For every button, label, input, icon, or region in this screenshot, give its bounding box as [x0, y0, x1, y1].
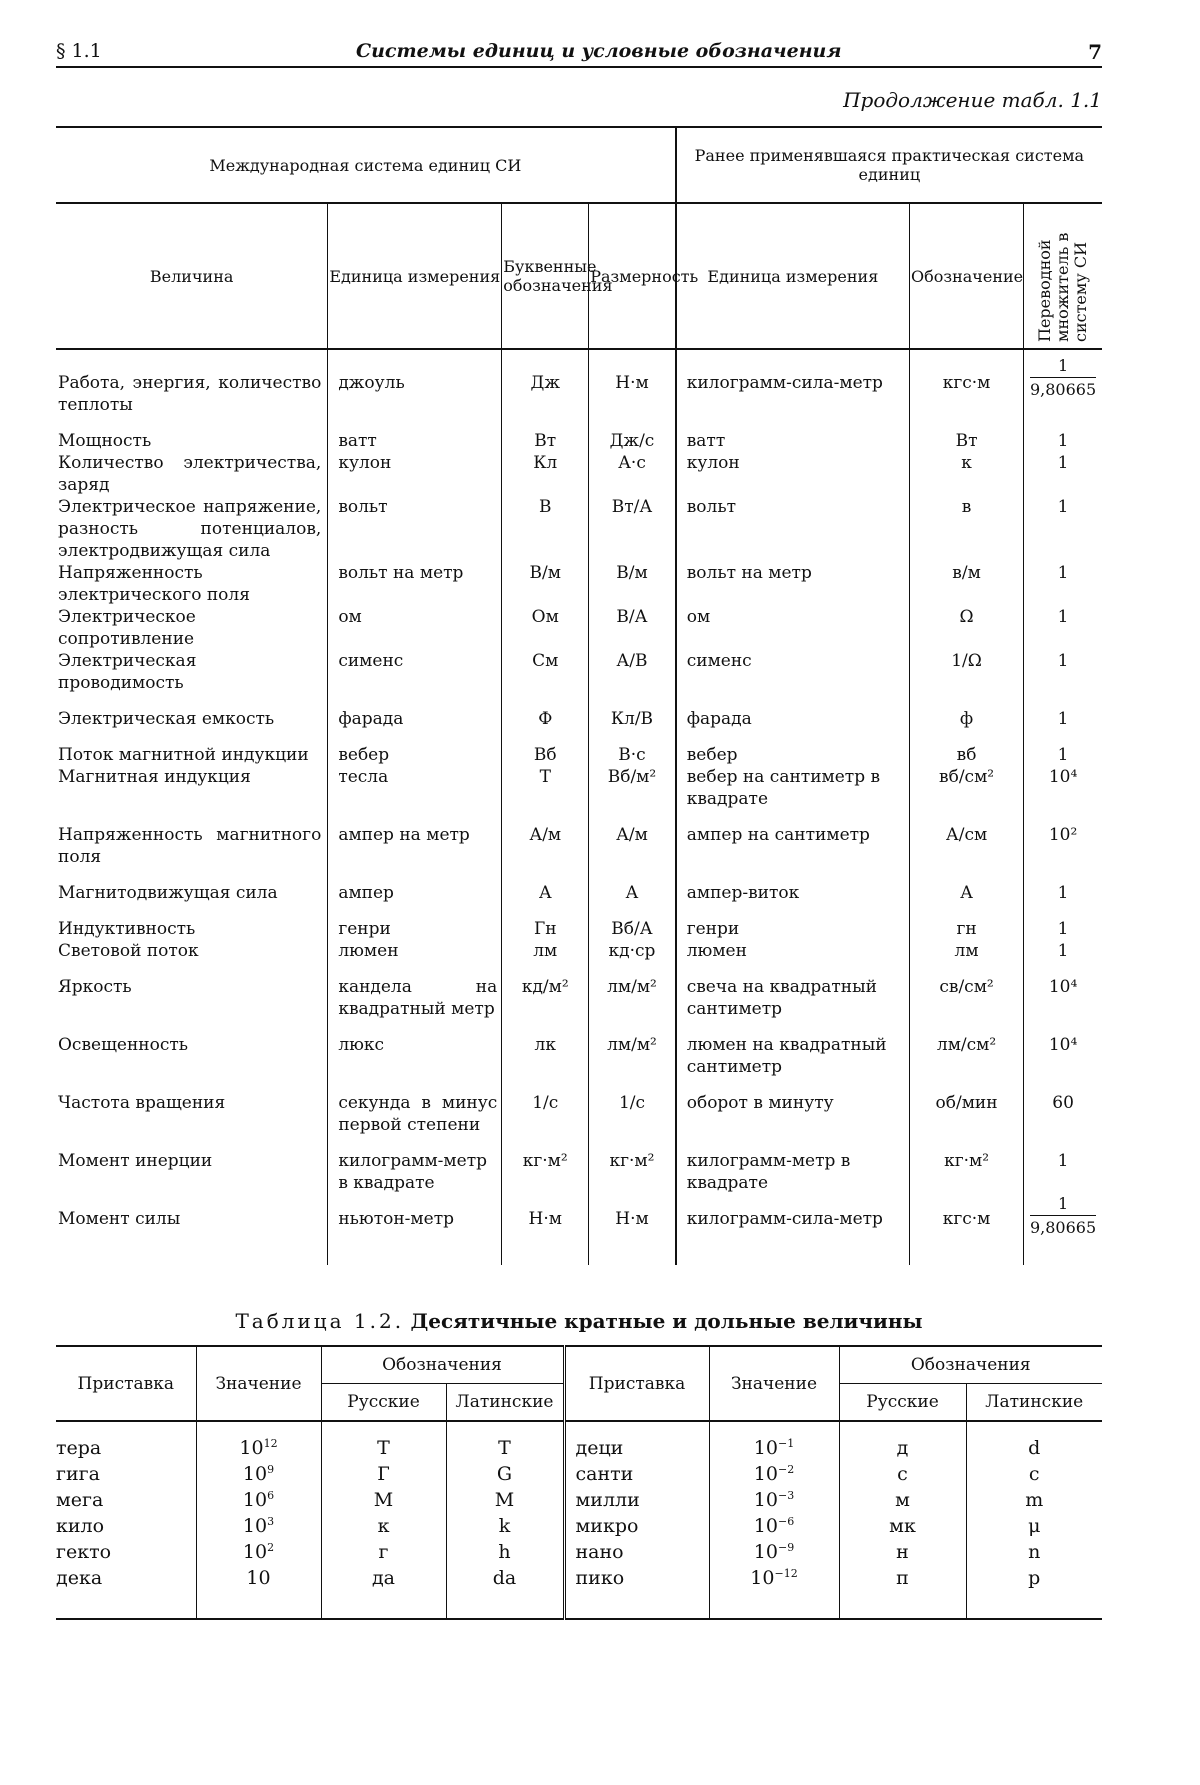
table-row — [56, 606, 1102, 650]
dimension-cell: А/м — [589, 810, 676, 868]
power-exponent: −3 — [777, 1489, 795, 1502]
power-base: 10 — [753, 1489, 778, 1511]
si-unit-cell: кандела на квадратный метр — [328, 962, 502, 1020]
prefix-cell: дека — [56, 1567, 103, 1589]
quantity-cell: Магнитодвижущая сила — [58, 883, 278, 903]
quantity-cell: Мощность — [58, 431, 152, 451]
power-exponent: −6 — [777, 1515, 795, 1528]
table-row — [56, 694, 1102, 730]
column-header-dimension: Размерность — [589, 203, 676, 349]
column-header-designations-2: Обозначения — [839, 1346, 1102, 1384]
quantity-cell: Момент силы — [58, 1209, 181, 1229]
power-base: 10 — [246, 1567, 271, 1589]
si-symbol-cell: Т — [502, 766, 589, 810]
value-cell — [709, 1487, 839, 1513]
table2-caption-label: Таблица 1.2. — [235, 1309, 405, 1333]
si-symbol-cell: кд/м² — [502, 962, 589, 1020]
dimension-cell: 1/с — [589, 1078, 676, 1136]
quantity-cell: Напряженность электрического поля — [58, 563, 250, 605]
document-page — [56, 38, 1102, 1620]
prefix-cell: милли — [564, 1487, 709, 1513]
table-row — [56, 1194, 1102, 1265]
conversion-factor-cell: 1 — [1024, 562, 1102, 606]
quantity-cell: Электрическое сопротивление — [58, 607, 196, 649]
si-unit-cell: секунда в минус первой степени — [328, 1078, 502, 1136]
dimension-cell: Вт/А — [589, 496, 676, 562]
old-symbol-cell: лм/см² — [909, 1020, 1023, 1078]
column-header-value: Значение — [196, 1346, 321, 1421]
units-table-body — [56, 349, 1102, 1265]
russian-symbol-cell: Т — [321, 1421, 446, 1461]
dimension-cell: Кл/В — [589, 694, 676, 730]
old-symbol-cell: вб — [909, 730, 1023, 766]
old-unit-cell: ом — [676, 606, 910, 650]
prefix-cell: гига — [56, 1463, 100, 1485]
page-number: 7 — [1088, 40, 1102, 64]
quantity-cell: Световой поток — [58, 941, 199, 961]
russian-symbol-cell: г — [321, 1539, 446, 1565]
old-symbol-cell: в/м — [909, 562, 1023, 606]
table-row — [56, 1539, 1102, 1565]
old-unit-cell: ампер на сантиметр — [676, 810, 910, 868]
table-row — [56, 904, 1102, 940]
quantity-cell: Освещенность — [58, 1035, 189, 1055]
quantity-cell: Магнитная индукция — [58, 767, 251, 787]
si-symbol-cell: Н·м — [502, 1194, 589, 1265]
old-unit-cell: килограмм-сила-метр — [676, 349, 910, 416]
table-row — [56, 1461, 1102, 1487]
dimension-cell: В/м — [589, 562, 676, 606]
old-symbol-cell: 1/Ω — [909, 650, 1023, 694]
conversion-factor-cell: 1 — [1024, 496, 1102, 562]
si-unit-cell: вебер — [328, 730, 502, 766]
fraction-numerator: 1 — [1057, 356, 1069, 375]
prefix-cell: микро — [564, 1513, 709, 1539]
power-base: 10 — [242, 1463, 268, 1485]
power-base: 10 — [753, 1437, 778, 1459]
table-row — [56, 349, 1102, 416]
si-symbol-cell: Дж — [502, 349, 589, 416]
group-header-old-system: Ранее применявшаяся практическая система единиц — [676, 127, 1102, 203]
table-row — [56, 1487, 1102, 1513]
dimension-cell: кд·ср — [589, 940, 676, 962]
table-row — [56, 650, 1102, 694]
table-row — [56, 868, 1102, 904]
prefix-cell: деци — [564, 1421, 709, 1461]
dimension-cell: В·с — [589, 730, 676, 766]
si-symbol-cell: Ф — [502, 694, 589, 730]
table-row — [56, 1421, 1102, 1461]
table-row — [56, 766, 1102, 810]
power-base: 10 — [242, 1489, 268, 1511]
column-header-prefix: Приставка — [56, 1346, 196, 1421]
old-symbol-cell: кг·м² — [909, 1136, 1023, 1194]
si-symbol-cell: лм — [502, 940, 589, 962]
table-row — [56, 730, 1102, 766]
conversion-factor-cell: 10⁴ — [1024, 1020, 1102, 1078]
units-table — [56, 126, 1102, 1265]
power-exponent: 6 — [267, 1489, 275, 1502]
si-unit-cell: сименс — [328, 650, 502, 694]
column-header-quantity: Величина — [56, 203, 328, 349]
column-header-latin-2: Латинские — [966, 1384, 1102, 1422]
table-row — [56, 810, 1102, 868]
si-unit-cell: ватт — [328, 416, 502, 452]
old-unit-cell: вебер на сантиметр в квадрате — [676, 766, 910, 810]
column-header-value-2: Значение — [709, 1346, 839, 1421]
dimension-cell: Н·м — [589, 349, 676, 416]
dimension-cell: В/А — [589, 606, 676, 650]
si-unit-cell: килограмм-метр в квадрате — [328, 1136, 502, 1194]
dimension-cell: лм/м² — [589, 962, 676, 1020]
table-row — [56, 1513, 1102, 1539]
latin-symbol-cell: d — [966, 1421, 1102, 1461]
latin-symbol-cell: c — [966, 1461, 1102, 1487]
si-unit-cell: вольт — [328, 496, 502, 562]
value-cell — [709, 1539, 839, 1565]
latin-symbol-cell: M — [446, 1487, 564, 1513]
running-title: Системы единиц и условные обозначения — [356, 40, 842, 62]
value-cell — [709, 1461, 839, 1487]
si-unit-cell: люкс — [328, 1020, 502, 1078]
quantity-cell: Индуктивность — [58, 919, 196, 939]
quantity-cell: Яркость — [58, 977, 132, 997]
conversion-factor-cell: 1 — [1024, 606, 1102, 650]
si-symbol-cell: 1/с — [502, 1078, 589, 1136]
column-header-old-symbol: Обозначение — [909, 203, 1023, 349]
old-unit-cell: вебер — [676, 730, 910, 766]
value-cell — [709, 1421, 839, 1461]
fraction-denominator: 9,80665 — [1030, 1215, 1096, 1237]
prefixes-table — [56, 1345, 1102, 1620]
power-exponent: 9 — [267, 1463, 275, 1476]
table-row — [56, 1078, 1102, 1136]
power-exponent: −1 — [777, 1437, 795, 1450]
si-unit-cell: фарада — [328, 694, 502, 730]
table2-caption-title: Десятичные кратные и дольные величины — [410, 1309, 923, 1333]
conversion-factor-label: Переводной множитель в систему СИ — [1035, 232, 1091, 342]
prefix-cell: гекто — [56, 1541, 112, 1563]
old-unit-cell: сименс — [676, 650, 910, 694]
latin-symbol-cell: G — [446, 1461, 564, 1487]
prefix-cell: пико — [564, 1565, 709, 1619]
fraction-denominator: 9,80665 — [1030, 377, 1096, 399]
russian-symbol-cell: Г — [321, 1461, 446, 1487]
prefix-cell: мега — [56, 1489, 104, 1511]
column-header-latin: Латинские — [446, 1384, 564, 1422]
dimension-cell: А/В — [589, 650, 676, 694]
quantity-cell: Электрическое напряжение, разность потенциалов, электродвижущая сила — [58, 497, 322, 561]
si-symbol-cell: См — [502, 650, 589, 694]
prefixes-table-body — [56, 1421, 1102, 1619]
conversion-factor-cell: 1 — [1024, 452, 1102, 496]
si-unit-cell: кулон — [328, 452, 502, 496]
value-cell — [196, 1565, 321, 1619]
si-symbol-cell: Гн — [502, 904, 589, 940]
table-continuation-label: Продолжение табл. 1.1 — [843, 88, 1102, 112]
si-symbol-cell: Вт — [502, 416, 589, 452]
power-base: 10 — [753, 1515, 778, 1537]
latin-symbol-cell: m — [966, 1487, 1102, 1513]
old-unit-cell: килограмм-метр в квадрате — [676, 1136, 910, 1194]
old-symbol-cell: кгс·м — [909, 349, 1023, 416]
dimension-cell: Вб/А — [589, 904, 676, 940]
latin-symbol-cell: k — [446, 1513, 564, 1539]
table-row — [56, 562, 1102, 606]
old-unit-cell: фарада — [676, 694, 910, 730]
power-exponent: 12 — [263, 1437, 278, 1450]
column-header-old-unit: Единица измерения — [676, 203, 910, 349]
old-unit-cell: свеча на квадратный сантиметр — [676, 962, 910, 1020]
old-symbol-cell: А/см — [909, 810, 1023, 868]
table-row — [56, 1020, 1102, 1078]
si-unit-cell: люмен — [328, 940, 502, 962]
conversion-factor-cell: 10⁴ — [1024, 766, 1102, 810]
running-header — [56, 38, 1102, 68]
si-symbol-cell: В — [502, 496, 589, 562]
old-unit-cell: ампер-виток — [676, 868, 910, 904]
table2-caption — [56, 1309, 1102, 1339]
table-row — [56, 452, 1102, 496]
table-row — [56, 416, 1102, 452]
table-row — [56, 496, 1102, 562]
dimension-cell: лм/м² — [589, 1020, 676, 1078]
russian-symbol-cell: д — [839, 1421, 966, 1461]
si-unit-cell: джоуль — [328, 349, 502, 416]
conversion-factor-cell: 1 — [1024, 1136, 1102, 1194]
old-symbol-cell: Вт — [909, 416, 1023, 452]
conversion-factor-cell: 1 — [1024, 868, 1102, 904]
prefix-cell: санти — [564, 1461, 709, 1487]
value-cell — [196, 1487, 321, 1513]
si-symbol-cell: А — [502, 868, 589, 904]
conversion-factor-cell — [1024, 349, 1102, 416]
power-base: 10 — [753, 1463, 778, 1485]
latin-symbol-cell: n — [966, 1539, 1102, 1565]
quantity-cell: Поток магнитной индукции — [58, 745, 309, 765]
old-symbol-cell: гн — [909, 904, 1023, 940]
latin-symbol-cell: μ — [966, 1513, 1102, 1539]
value-cell — [709, 1513, 839, 1539]
fraction — [1030, 1194, 1096, 1237]
dimension-cell: А·с — [589, 452, 676, 496]
si-unit-cell: ом — [328, 606, 502, 650]
conversion-factor-cell: 1 — [1024, 694, 1102, 730]
fraction-numerator: 1 — [1057, 1194, 1069, 1213]
si-unit-cell: тесла — [328, 766, 502, 810]
old-symbol-cell: Ω — [909, 606, 1023, 650]
column-header-conversion-factor — [1024, 203, 1102, 349]
quantity-cell: Количество электричества, заряд — [58, 453, 322, 495]
russian-symbol-cell: с — [839, 1461, 966, 1487]
power-exponent: −9 — [777, 1541, 795, 1554]
russian-symbol-cell: М — [321, 1487, 446, 1513]
table-row — [56, 1136, 1102, 1194]
quantity-cell: Частота вращения — [58, 1093, 226, 1113]
column-header-si-unit: Единица измерения — [328, 203, 502, 349]
old-symbol-cell: вб/см² — [909, 766, 1023, 810]
si-unit-cell: ньютон-метр — [328, 1194, 502, 1265]
old-symbol-cell: св/см² — [909, 962, 1023, 1020]
old-symbol-cell: к — [909, 452, 1023, 496]
old-unit-cell: люмен на квадратный сантиметр — [676, 1020, 910, 1078]
si-symbol-cell: Вб — [502, 730, 589, 766]
power-base: 10 — [753, 1541, 778, 1563]
quantity-cell: Электрическая проводимость — [58, 651, 197, 693]
value-cell — [196, 1539, 321, 1565]
latin-symbol-cell: p — [966, 1565, 1102, 1619]
conversion-factor-cell: 1 — [1024, 940, 1102, 962]
power-exponent: 2 — [267, 1541, 275, 1554]
quantity-cell: Напряженность магнитного поля — [58, 825, 322, 867]
old-unit-cell: оборот в минуту — [676, 1078, 910, 1136]
prefix-cell: тера — [56, 1437, 102, 1459]
conversion-factor-cell: 10² — [1024, 810, 1102, 868]
si-unit-cell: генри — [328, 904, 502, 940]
si-symbol-cell: лк — [502, 1020, 589, 1078]
si-symbol-cell: Кл — [502, 452, 589, 496]
russian-symbol-cell: мк — [839, 1513, 966, 1539]
old-unit-cell: вольт — [676, 496, 910, 562]
old-symbol-cell: кгс·м — [909, 1194, 1023, 1265]
conversion-factor-cell: 60 — [1024, 1078, 1102, 1136]
quantity-cell: Электрическая емкость — [58, 709, 275, 729]
dimension-cell: Дж/с — [589, 416, 676, 452]
column-header-prefix-2: Приставка — [564, 1346, 709, 1421]
group-header-si: Международная система единиц СИ — [56, 127, 676, 203]
si-unit-cell: вольт на метр — [328, 562, 502, 606]
column-header-si-symbol: Буквенные обозначения — [502, 203, 589, 349]
dimension-cell: Вб/м² — [589, 766, 676, 810]
latin-symbol-cell: T — [446, 1421, 564, 1461]
russian-symbol-cell: п — [839, 1565, 966, 1619]
latin-symbol-cell: h — [446, 1539, 564, 1565]
value-cell — [709, 1565, 839, 1619]
table-row — [56, 1565, 1102, 1619]
old-unit-cell: килограмм-сила-метр — [676, 1194, 910, 1265]
power-base: 10 — [750, 1567, 775, 1589]
si-unit-cell: ампер на метр — [328, 810, 502, 868]
si-symbol-cell: В/м — [502, 562, 589, 606]
power-exponent: 3 — [267, 1515, 275, 1528]
latin-symbol-cell: da — [446, 1565, 564, 1619]
old-unit-cell: генри — [676, 904, 910, 940]
si-symbol-cell: кг·м² — [502, 1136, 589, 1194]
si-symbol-cell: А/м — [502, 810, 589, 868]
russian-symbol-cell: к — [321, 1513, 446, 1539]
old-unit-cell: ватт — [676, 416, 910, 452]
column-header-russian-2: Русские — [839, 1384, 966, 1422]
old-unit-cell: кулон — [676, 452, 910, 496]
russian-symbol-cell: м — [839, 1487, 966, 1513]
conversion-factor-cell: 10⁴ — [1024, 962, 1102, 1020]
prefix-cell: кило — [56, 1515, 105, 1537]
value-cell — [196, 1461, 321, 1487]
power-exponent: −2 — [777, 1463, 795, 1476]
fraction — [1030, 356, 1096, 399]
power-base: 10 — [242, 1541, 268, 1563]
old-symbol-cell: ф — [909, 694, 1023, 730]
conversion-factor-cell: 1 — [1024, 904, 1102, 940]
value-cell — [196, 1421, 321, 1461]
power-base: 10 — [242, 1515, 268, 1537]
si-unit-cell: ампер — [328, 868, 502, 904]
table-row — [56, 940, 1102, 962]
quantity-cell: Работа, энергия, количество теплоты — [58, 373, 322, 415]
conversion-factor-cell: 1 — [1024, 650, 1102, 694]
table-row — [56, 962, 1102, 1020]
old-symbol-cell: лм — [909, 940, 1023, 962]
column-header-russian: Русские — [321, 1384, 446, 1422]
prefix-cell: нано — [564, 1539, 709, 1565]
old-symbol-cell: об/мин — [909, 1078, 1023, 1136]
dimension-cell: А — [589, 868, 676, 904]
quantity-cell: Момент инерции — [58, 1151, 213, 1171]
column-header-designations: Обозначения — [321, 1346, 564, 1384]
value-cell — [196, 1513, 321, 1539]
russian-symbol-cell: да — [321, 1565, 446, 1619]
section-number: § 1.1 — [56, 40, 102, 62]
old-symbol-cell: А — [909, 868, 1023, 904]
si-symbol-cell: Ом — [502, 606, 589, 650]
old-unit-cell: люмен — [676, 940, 910, 962]
conversion-factor-cell: 1 — [1024, 730, 1102, 766]
russian-symbol-cell: н — [839, 1539, 966, 1565]
dimension-cell: кг·м² — [589, 1136, 676, 1194]
power-base: 10 — [239, 1437, 264, 1459]
conversion-factor-cell: 1 — [1024, 416, 1102, 452]
old-unit-cell: вольт на метр — [676, 562, 910, 606]
dimension-cell: Н·м — [589, 1194, 676, 1265]
old-symbol-cell: в — [909, 496, 1023, 562]
conversion-factor-cell — [1024, 1194, 1102, 1265]
power-exponent: −12 — [774, 1567, 798, 1580]
